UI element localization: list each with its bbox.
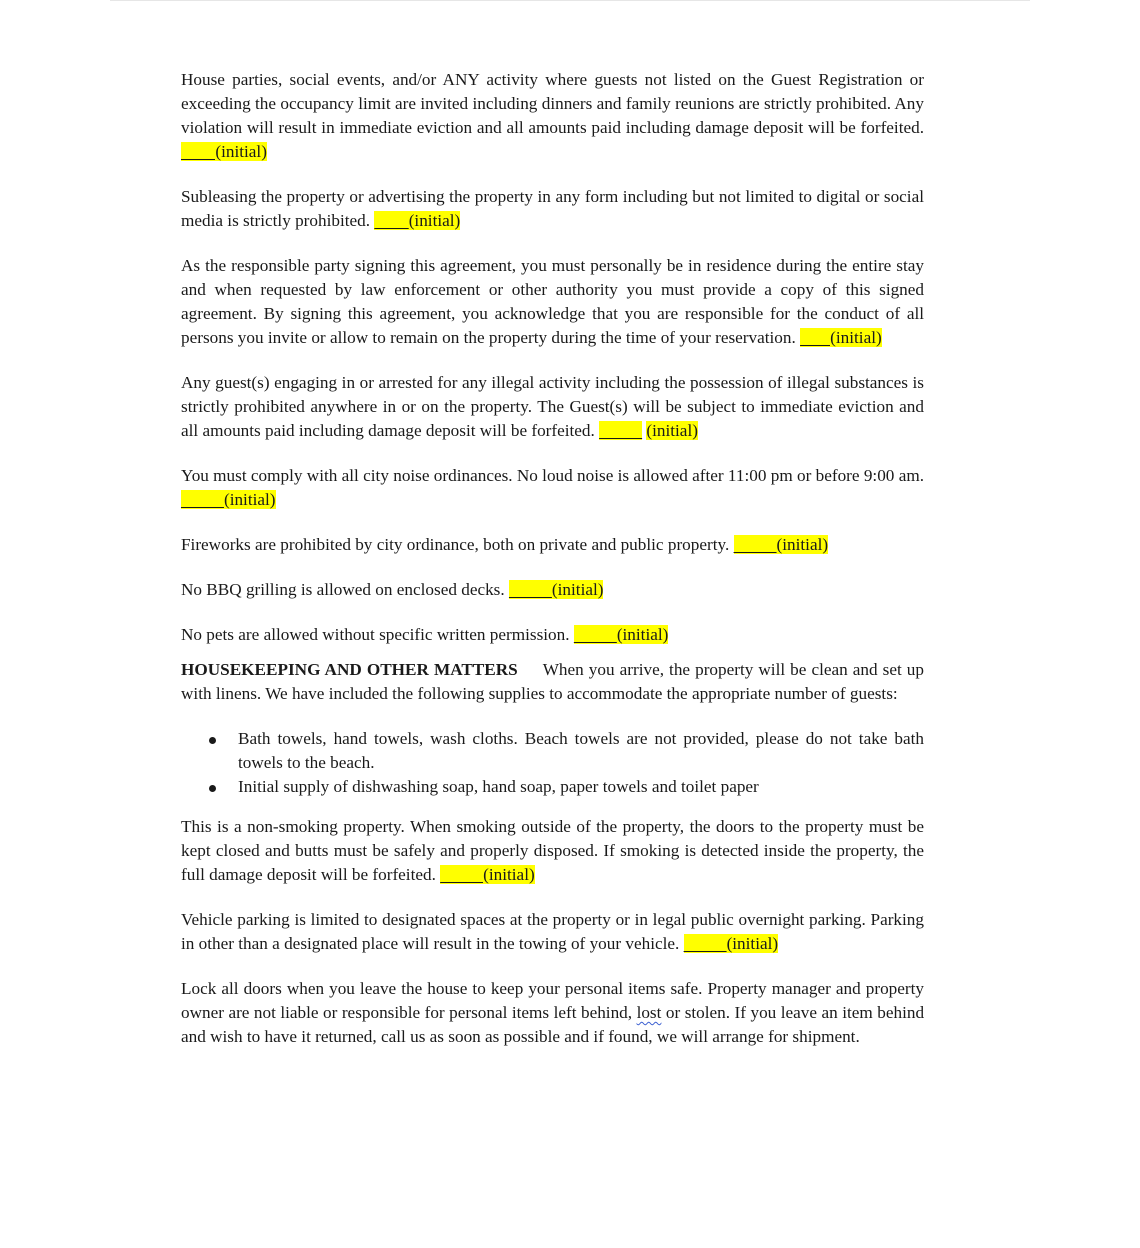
initial-label: (initial) [215, 142, 267, 161]
paragraph-fireworks [181, 533, 924, 557]
initial-blank[interactable] [734, 535, 777, 554]
paragraph-text: No BBQ grilling is allowed on enclosed decks. [181, 580, 505, 599]
paragraph-pets [181, 623, 924, 647]
initial-label: (initial) [830, 328, 882, 347]
paragraph-text: Subleasing the property or advertising the property in any form including but not limited to digital or social media is strictly prohibited. [181, 187, 924, 230]
bullet-icon [209, 785, 216, 792]
bullet-icon [209, 737, 216, 744]
paragraph-non-smoking [181, 815, 924, 887]
initial-blank[interactable] [800, 328, 830, 347]
paragraph-text: No pets are allowed without specific written permission. [181, 625, 570, 644]
initial-blank[interactable] [574, 625, 617, 644]
list-item [181, 727, 924, 775]
supplies-list [181, 727, 924, 799]
paragraph-text: House parties, social events, and/or ANY activity where guests not listed on the Guest Registration or exceeding the occupancy limit are invited including dinners and family reunions are strictly prohibited. Any violation will result in immediate eviction and all amounts paid including damage deposit will be forfeited. [181, 70, 924, 137]
initial-label: (initial) [551, 580, 604, 599]
paragraph-lock-doors [181, 977, 924, 1049]
paragraph-text: Any guest(s) engaging in or arrested for any illegal activity including the possession of illegal substances is strictly prohibited anywhere in or on the property. The Guest(s) will be subject to immediate eviction and all amounts paid including damage deposit will be forfeited. [181, 373, 924, 440]
paragraph-illegal-activity [181, 371, 924, 443]
paragraph-house-parties [181, 68, 924, 164]
spellcheck-flagged-word: lost [636, 1003, 662, 1022]
initial-label: (initial) [408, 211, 461, 230]
paragraph-text: You must comply with all city noise ordinances. No loud noise is allowed after 11:00 pm or before 9:00 am. [181, 466, 924, 485]
initial-label: (initial) [646, 421, 698, 440]
initial-blank[interactable] [181, 490, 224, 509]
document-page [181, 68, 924, 1070]
paragraph-text: or stolen. If you leave an item behind and wish to have it returned, call us as soon as possible and if found, we will arrange for shipment. [181, 1003, 925, 1046]
paragraph-text: When you arrive, the property will be clean and set up with linens. We have included the following supplies to accommodate the appropriate number of guests: [181, 660, 924, 703]
page-top-edge [110, 0, 1030, 1]
list-item-text: Bath towels, hand towels, wash cloths. Beach towels are not provided, please do not take bath towels to the beach. [238, 729, 924, 772]
initial-label: (initial) [483, 865, 535, 884]
initial-blank[interactable] [509, 580, 552, 599]
section-heading: HOUSEKEEPING AND OTHER MATTERS [181, 660, 518, 679]
paragraph-text: Vehicle parking is limited to designated spaces at the property or in legal public overnight parking. Parking in other than a designated place will result in the towing of your vehicle. [181, 910, 924, 953]
initial-blank[interactable] [181, 142, 215, 161]
initial-blank[interactable] [684, 934, 727, 953]
paragraph-text: Lock all doors when you leave the house to keep your personal items safe. Property manager and property owner are not liable or responsible for personal items left behind, [181, 979, 924, 1022]
paragraph-housekeeping [181, 658, 924, 706]
paragraph-parking [181, 908, 924, 956]
paragraph-text: As the responsible party signing this agreement, you must personally be in residence during the entire stay and when requested by law enforcement or other authority you must provide a copy of this signed agreement. By signing this agreement, you acknowledge that you are responsible for the conduct of all persons you invite or allow to remain on the property during the time of your reservation. [181, 256, 924, 347]
initial-label: (initial) [726, 934, 779, 953]
initial-label: (initial) [616, 625, 669, 644]
paragraph-noise [181, 464, 924, 512]
paragraph-text: This is a non-smoking property. When smoking outside of the property, the doors to the property must be kept closed and butts must be safely and properly disposed. If smoking is detected inside the property, the full damage deposit will be forfeited. [181, 817, 924, 884]
list-item [181, 775, 924, 799]
initial-blank[interactable] [599, 421, 642, 440]
initial-label: (initial) [223, 490, 276, 509]
paragraph-bbq [181, 578, 924, 602]
paragraph-subleasing [181, 185, 924, 233]
list-item-text: Initial supply of dishwashing soap, hand soap, paper towels and toilet paper [238, 777, 759, 796]
initial-blank[interactable] [374, 211, 408, 230]
paragraph-responsible-party [181, 254, 924, 350]
initial-label: (initial) [776, 535, 829, 554]
initial-blank[interactable] [440, 865, 483, 884]
paragraph-text: Fireworks are prohibited by city ordinance, both on private and public property. [181, 535, 730, 554]
